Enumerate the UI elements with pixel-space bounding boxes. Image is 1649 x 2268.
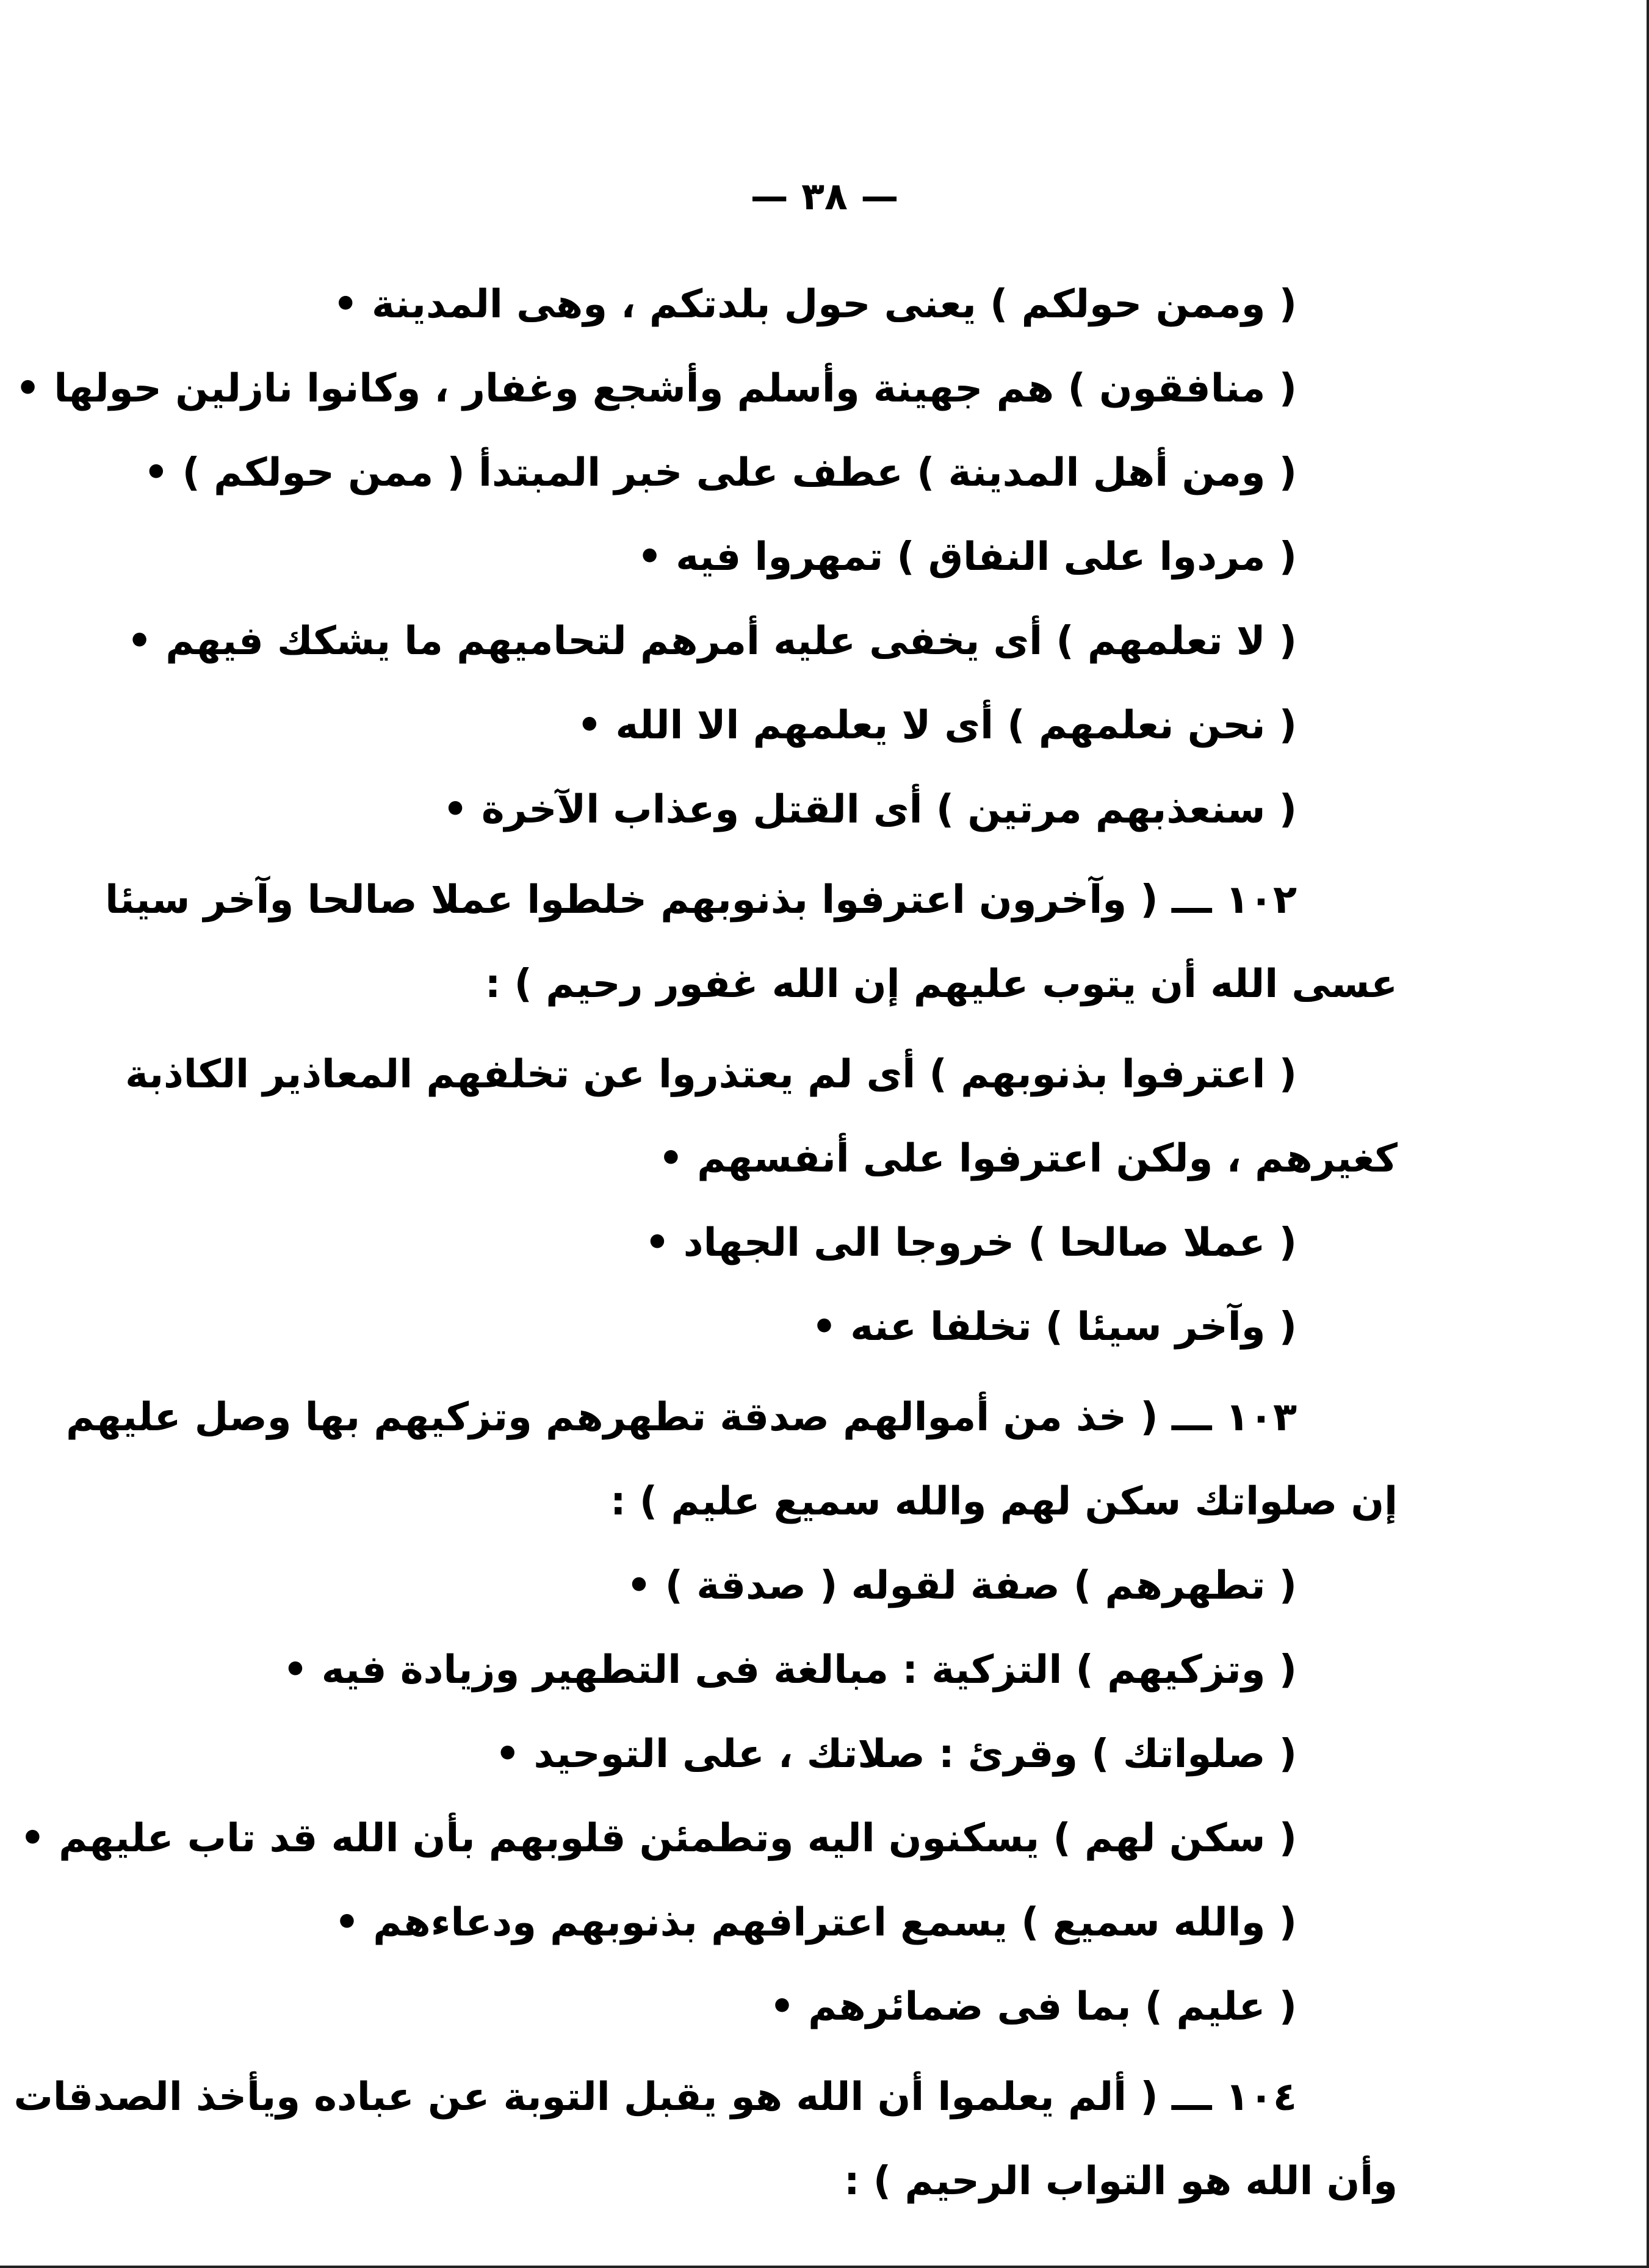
verse-line: ١٠٢ ـــ ( وآخرون اعترفوا بذنوبهم خلطوا عملا صالحا وآخر سيئا [105, 877, 1297, 923]
verse-continuation: وأن الله هو التواب الرحيم ) : [844, 2159, 1398, 2204]
page-edge-right [1647, 0, 1649, 2268]
text-line: ( وآخر سيئا ) تخلفا عنه • [812, 1305, 1297, 1350]
page-number: — ٣٨ — [750, 174, 899, 218]
page-edge-bottom [0, 2266, 1649, 2268]
text-line: ( اعترفوا بذنوبهم ) أى لم يعتذروا عن تخلفهم المعاذير الكاذبة [125, 1052, 1297, 1097]
verse-continuation: إن صلواتك سكن لهم والله سميع عليم ) : [610, 1479, 1398, 1524]
text-line: ( وتزكيهم ) التزكية : مبالغة فى التطهير وزيادة فيه • [283, 1647, 1297, 1693]
text-line: ( مردوا على النفاق ) تمهروا فيه • [637, 535, 1297, 580]
verse-continuation: عسى الله أن يتوب عليهم إن الله غفور رحيم ) : [485, 962, 1398, 1007]
text-line: ( ومن أهل المدينة ) عطف على خبر المبتدأ ( ممن حولكم ) • [143, 450, 1297, 495]
text-line: ( تطهرهم ) صفة لقوله ( صدقة ) • [626, 1563, 1297, 1608]
text-line: ( والله سميع ) يسمع اعترافهم بذنوبهم ودعاءهم • [334, 1900, 1297, 1945]
text-line: ( وممن حولكم ) يعنى حول بلدتكم ، وهى المدينة • [333, 282, 1297, 327]
text-line: ( عملا صالحا ) خروجا الى الجهاد • [644, 1220, 1297, 1265]
page-text [13, 262, 1398, 2223]
verse-line: ١٠٤ ـــ ( ألم يعلموا أن الله هو يقبل التوبة عن عباده ويأخذ الصدقات [13, 2075, 1297, 2120]
text-line: ( منافقون ) هم جهينة وأسلم وأشجع وغفار ، وكانوا نازلين حولها • [15, 366, 1297, 411]
text-line: ( عليم ) بما فى ضمائرهم • [769, 1984, 1297, 2029]
text-continuation: كغيرهم ، ولكن اعترفوا على أنفسهم • [658, 1136, 1398, 1181]
text-line: ( نحن نعلمهم ) أى لا يعلمهم الا الله • [577, 703, 1297, 748]
text-line: ( لا تعلمهم ) أى يخفى عليه أمرهم لتحاميهم ما يشكك فيهم • [127, 619, 1297, 664]
text-line: ( سنعذبهم مرتين ) أى القتل وعذاب الآخرة • [442, 787, 1297, 832]
text-line: ( سكن لهم ) يسكنون اليه وتطمئن قلوبهم بأن الله قد تاب عليهم • [20, 1816, 1297, 1861]
text-line: ( صلواتك ) وقرئ : صلاتك ، على التوحيد • [495, 1732, 1297, 1777]
verse-line: ١٠٣ ـــ ( خذ من أموالهم صدقة تطهرهم وتزكيهم بها وصل عليهم [66, 1395, 1297, 1440]
